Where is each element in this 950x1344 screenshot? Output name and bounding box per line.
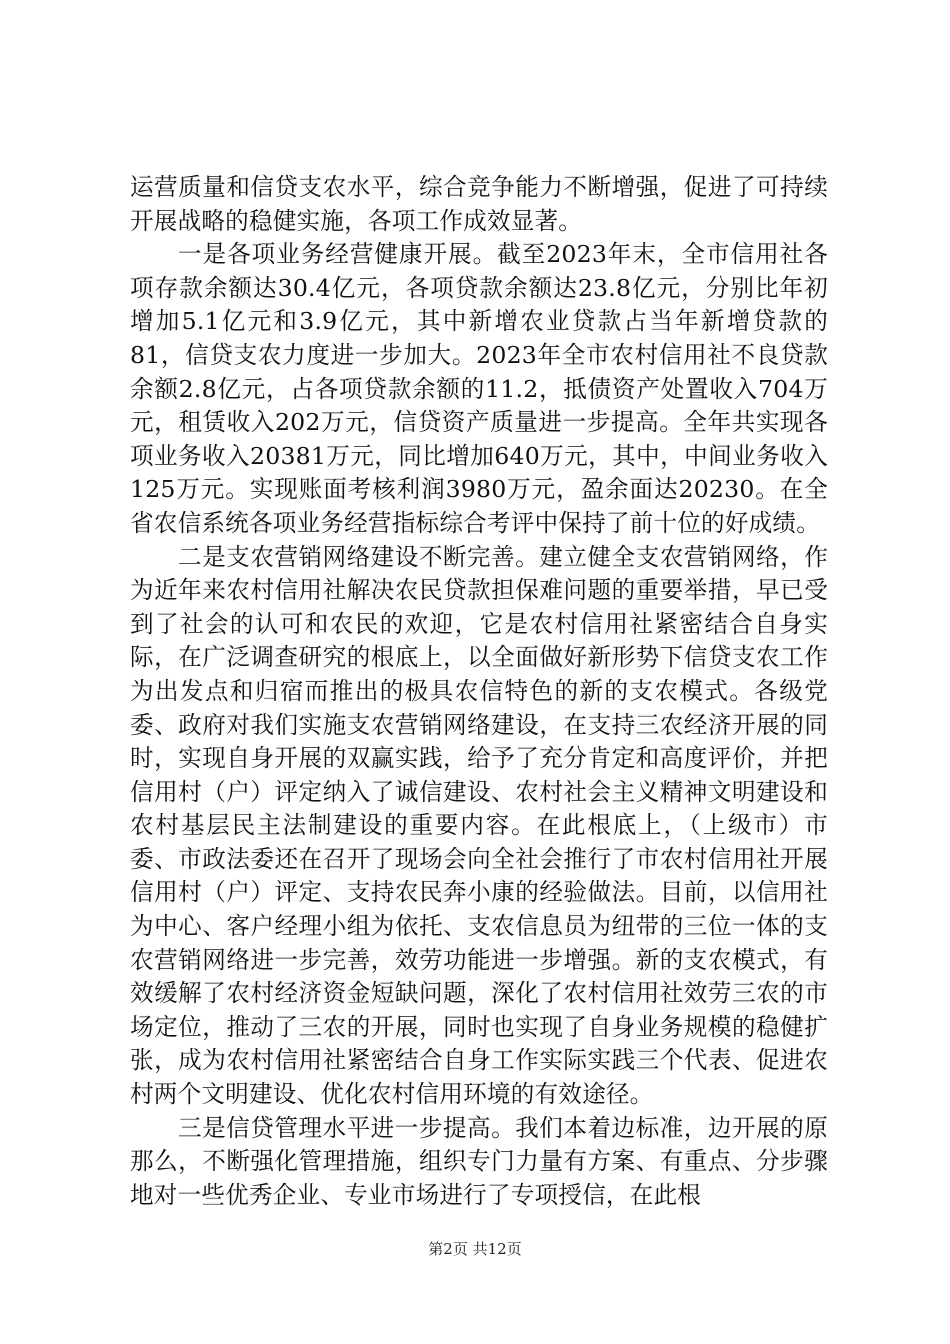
paragraph-marketing-network: 二是支农营销网络建设不断完善。建立健全支农营销网络，作为近年来农村信用社解决农民贷款担保难问题的重要举措，早已受到了社会的认可和农民的欢迎，它是农村信用社紧密结合自身实际，在广泛调查研究的根底上，以全面做好新形势下信贷支农工作为出发点和归宿而推出的极具农信特色的新的支农模式。各级党委、政府对我们实施支农营销网络建设，在支持三农经济开展的同时，实现自身开展的双赢实践，给予了充分肯定和高度评价，并把信用村（户）评定纳入了诚信建设、农村社会主义精神文明建设和农村基层民主法制建设的重要内容。在此根底上，（上级市）市委、市政法委还在召开了现场会向全社会推行了市农村信用社开展信用村（户）评定、支持农民奔小康的经验做法。目前，以信用社为中心、客户经理小组为依托、支农信息员为纽带的三位一体的支农营销网络进一步完善，效劳功能进一步增强。新的支农模式，有效缓解了农村经济资金短缺问题，深化了农村信用社效劳三农的市场定位，推动了三农的开展，同时也实现了自身业务规模的稳健扩张，成为农村信用社紧密结合自身工作实际实践三个代表、促进农村两个文明建设、优化农村信用环境的有效途径。 (130, 542, 828, 1109)
page-footer: 第2页 共12页 (428, 1240, 522, 1258)
document-body (130, 171, 828, 1212)
paragraph-business-operations: 一是各项业务经营健康开展。截至2023年末，全市信用社各项存款余额达30.4亿元，各项贷款余额达23.8亿元，分别比年初增加5.1亿元和3.9亿元，其中新增农业贷款占当年新增贷款的81，信贷支农力度进一步加大。2023年全市农村信用社不良贷款余额2.8亿元，占各项贷款余额的11.2，抵债资产处置收入704万元，租赁收入202万元，信贷资产质量进一步提高。全年共实现各项业务收入20381万元，同比增加640万元，其中，中间业务收入125万元。实现账面考核利润3980万元，盈余面达20230。在全省农信系统各项业务经营指标综合考评中保持了前十位的好成绩。 (130, 240, 828, 537)
paragraph-continuation: 运营质量和信贷支农水平，综合竞争能力不断增强，促进了可持续开展战略的稳健实施，各项工作成效显著。 (130, 173, 828, 235)
paragraph-credit-management: 三是信贷管理水平进一步提高。我们本着边标准，边开展的原那么，不断强化管理措施，组织专门力量有方案、有重点、分步骤地对一些优秀企业、专业市场进行了专项授信，在此根 (130, 1113, 828, 1209)
